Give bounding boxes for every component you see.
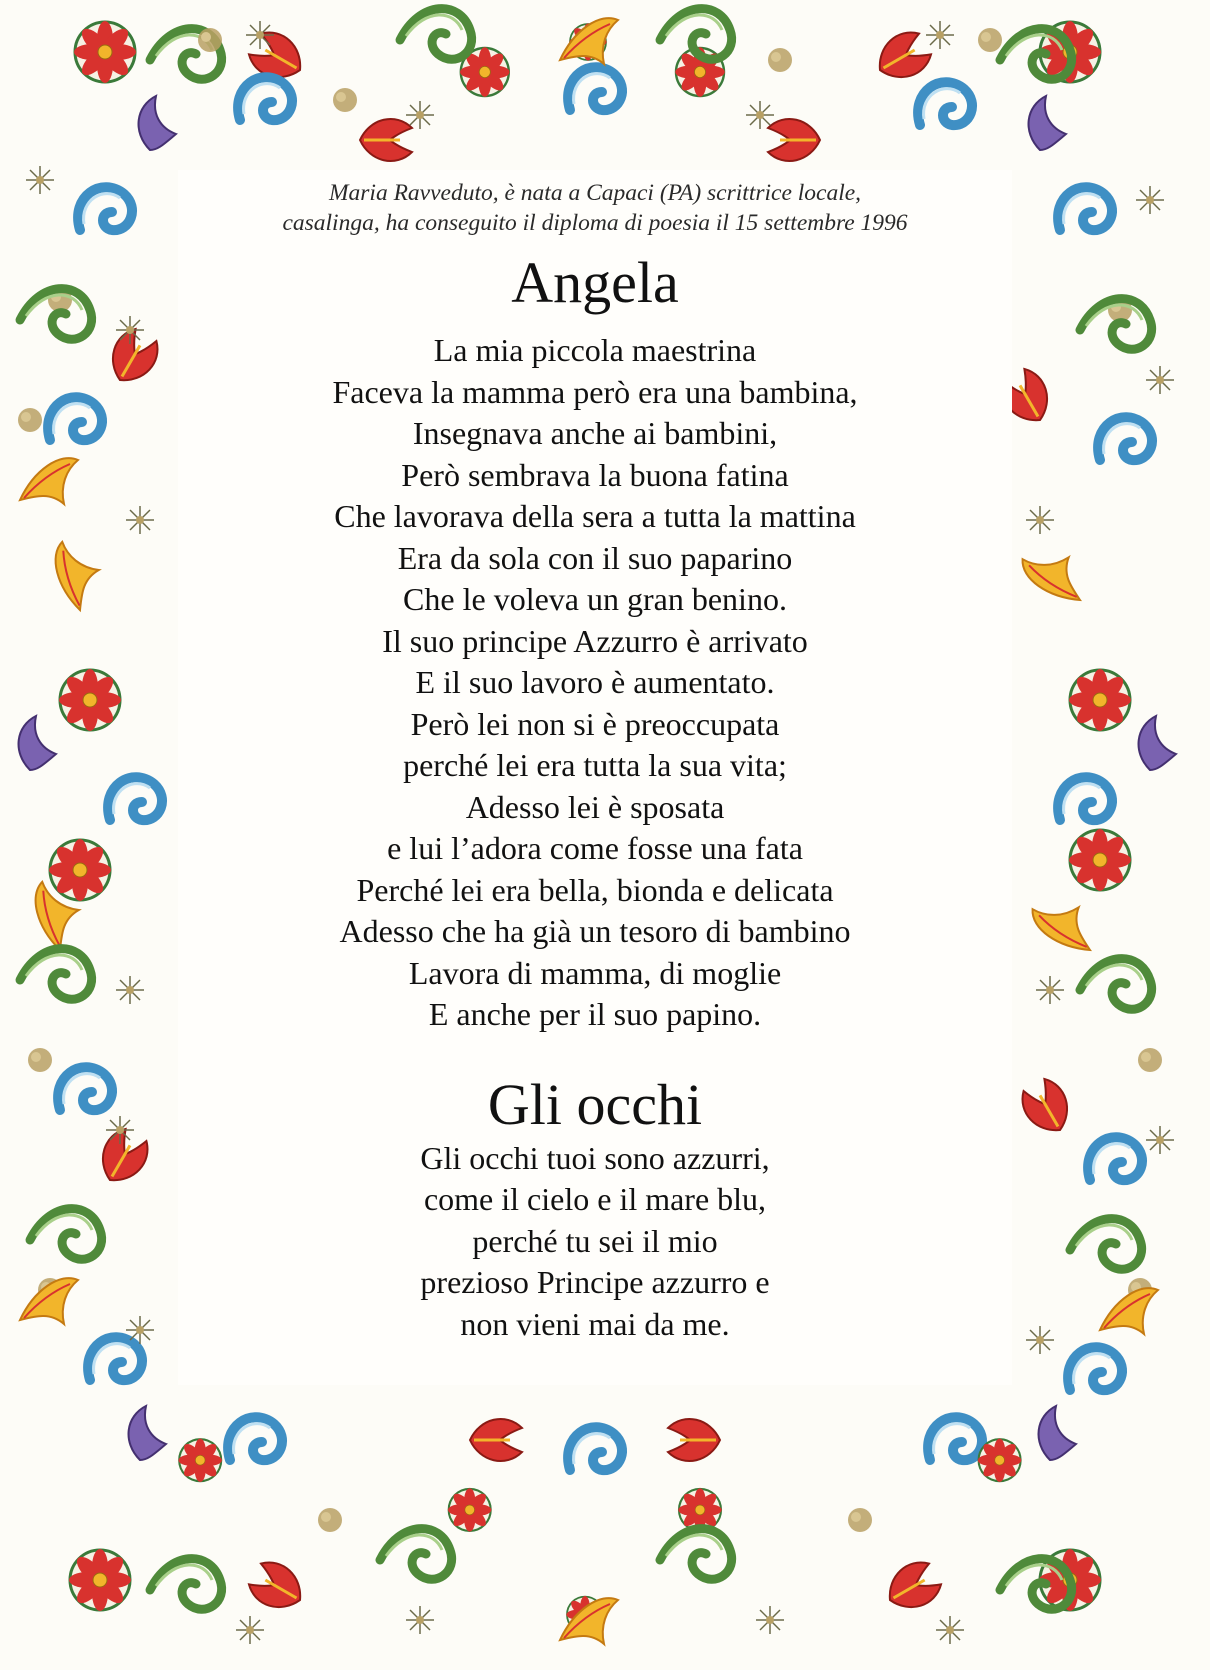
intro-line: casalinga, ha conseguito il diploma di poesia il 15 settembre 1996 (282, 210, 908, 236)
poem-line: come il cielo e il mare blu, (423, 1181, 767, 1217)
poem-gli-occhi (178, 1138, 1012, 1346)
poem-line: Adesso che ha già un tesoro di bambino (339, 913, 851, 949)
poem-line: Insegnava anche ai bambini, (412, 415, 778, 451)
poem-line: Che lavorava della sera a tutta la mattina (334, 498, 856, 534)
poem-line: Adesso lei è sposata (465, 788, 725, 825)
poem-line: Lavora di mamma, di moglie (408, 954, 782, 991)
intro-line: Maria Ravveduto, è nata a Capaci (PA) scrittrice locale, (328, 180, 862, 206)
poem-line: Gli occhi tuoi sono azzurri, (420, 1139, 770, 1176)
poem-line: non vieni mai da me. (460, 1305, 730, 1342)
poem-line: E il suo lavoro è aumentato. (415, 664, 775, 700)
poem-line: La mia piccola maestrina (433, 332, 757, 368)
poem-line: Il suo principe Azzurro è arrivato (382, 622, 808, 659)
poem-line: prezioso Principe azzurro e (420, 1264, 770, 1300)
poem-content (178, 170, 1012, 1345)
poem-line: perché tu sei il mio (472, 1222, 718, 1259)
poem-line: Perché lei era bella, bionda e delicata (356, 871, 834, 908)
poem-line: Faceva la mamma però era una bambina, (332, 373, 858, 410)
poem-line: Che le voleva un gran benino. (403, 581, 787, 617)
poem-title-angela: Angela (511, 250, 679, 315)
author-intro (178, 178, 1012, 238)
poem-line: E anche per il suo papino. (428, 996, 762, 1032)
poem-line: Era da sola con il suo paparino (397, 539, 793, 576)
poem-line: perché lei era tutta la sua vita; (403, 747, 787, 783)
poem-line: Però sembrava la buona fatina (401, 456, 789, 493)
poem-line: Però lei non si è preoccupata (410, 705, 780, 742)
poem-title-gli-occhi: Gli occhi (487, 1071, 703, 1137)
poem-line: e lui l’adora come fosse una fata (387, 830, 803, 866)
poem-angela (178, 330, 1012, 1036)
